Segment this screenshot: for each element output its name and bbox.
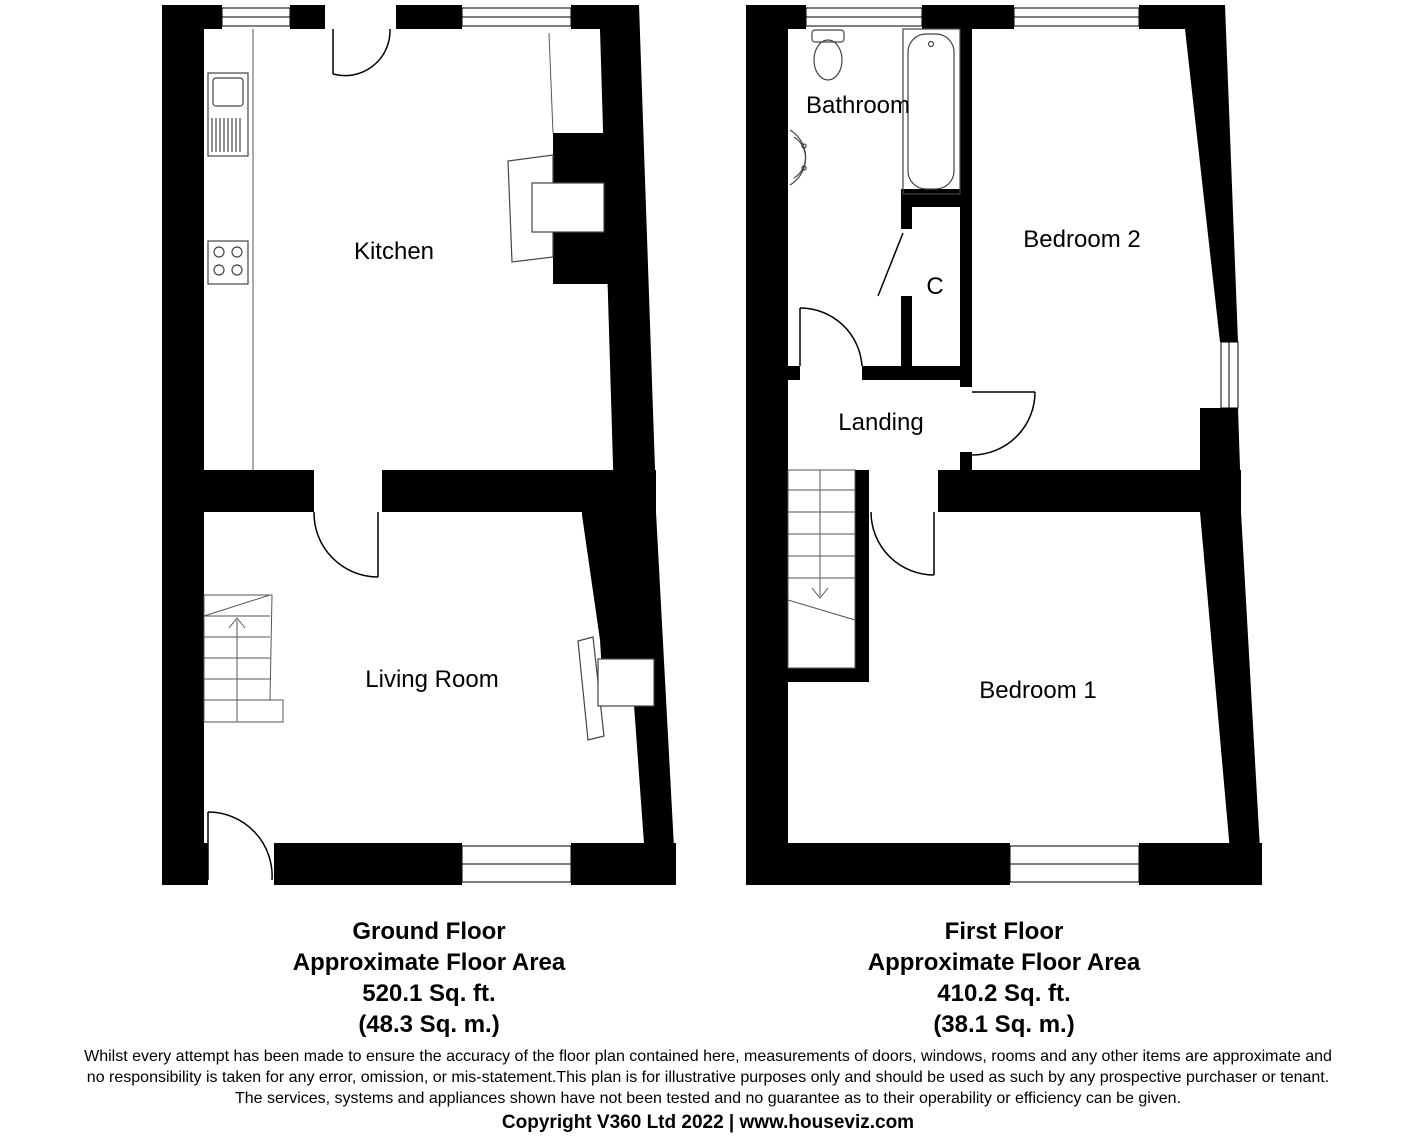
washbasin-icon — [790, 130, 806, 185]
first-floor-area-label: Approximate Floor Area — [867, 949, 1141, 976]
room-label-landing: Landing — [838, 409, 924, 436]
ground-floor-name: Ground Floor — [352, 918, 506, 945]
first-floor-windows — [806, 8, 1238, 882]
disclaimer-text — [0, 1046, 1416, 1109]
first-floor-area-sqft: 410.2 Sq. ft. — [937, 980, 1071, 1007]
room-label-bathroom: Bathroom — [805, 92, 911, 119]
hob-icon — [208, 241, 248, 284]
disclaimer-line: The services, systems and appliances shown have not been tested and no guarantee as to their operability or efficiency can be given. — [234, 1090, 1182, 1107]
copyright-notice: Copyright V360 Ltd 2022 | www.houseviz.com — [501, 1112, 915, 1133]
ground-floor-windows — [222, 8, 571, 882]
bath-icon — [903, 29, 960, 194]
room-label-living-room: Living Room — [365, 666, 499, 693]
room-label-cupboard: C — [926, 273, 944, 300]
first-floor-doors — [800, 233, 1035, 575]
first-floor-name: First Floor — [944, 918, 1064, 945]
ground-floor-walls — [162, 5, 676, 885]
disclaimer-line: no responsibility is taken for any error, omission, or mis-statement.This plan is for illustrative purposes only and should be used as such by any prospective purchaser or tenant. — [86, 1069, 1330, 1086]
ground-floor-area-block — [229, 916, 629, 1040]
ground-floor-area-sqm: (48.3 Sq. m.) — [358, 1011, 500, 1038]
first-floor-area-block — [804, 916, 1204, 1040]
room-label-bedroom-1: Bedroom 1 — [979, 677, 1097, 704]
sink-icon — [208, 73, 248, 156]
ground-floor-area-sqft: 520.1 Sq. ft. — [362, 980, 496, 1007]
room-label-bedroom-2: Bedroom 2 — [1023, 226, 1141, 253]
disclaimer-line: Whilst every attempt has been made to ensure the accuracy of the floor plan contained here, measurements of doors, windows, rooms and any other items are approximate and — [84, 1048, 1332, 1065]
ground-floor-doors — [208, 29, 390, 880]
first-floor-walls — [746, 5, 1262, 885]
stairs-icon — [204, 595, 283, 722]
room-label-kitchen: Kitchen — [353, 238, 435, 265]
first-floor-stairs-icon — [788, 470, 855, 668]
first-floor-plan — [746, 5, 1262, 885]
toilet-icon — [812, 30, 844, 80]
first-floor-area-sqm: (38.1 Sq. m.) — [933, 1011, 1075, 1038]
ground-floor-area-label: Approximate Floor Area — [292, 949, 566, 976]
ground-floor-plan — [162, 5, 676, 885]
